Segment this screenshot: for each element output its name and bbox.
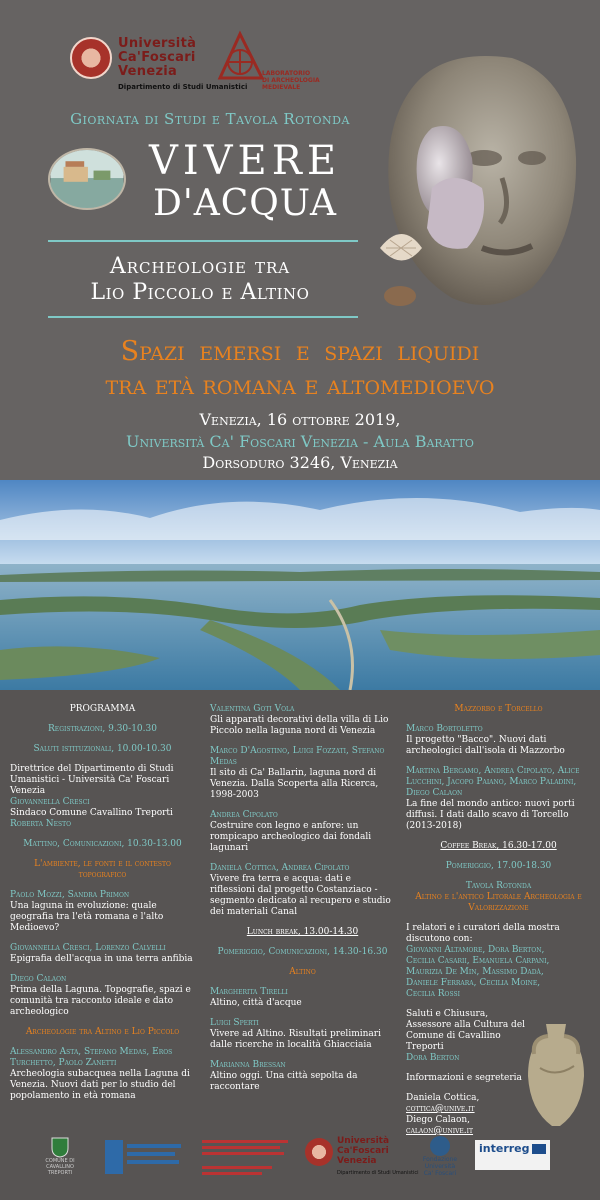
- section-altino: Altino: [289, 967, 316, 977]
- section-mazzorbo: Mazzorbo e Torcello: [454, 704, 543, 714]
- talk-author: Daniela Cottica, Andrea Cipolato: [210, 863, 350, 873]
- contact-email[interactable]: calaon@unive.it: [406, 1126, 474, 1136]
- theme-line1: Spazi emersi e spazi liquidi: [120, 336, 480, 367]
- contact-name: Daniela Cottica,: [406, 1093, 480, 1103]
- talk-title: Gli apparati decorativi della villa di Lio Piccolo nella laguna nord di Venezia: [210, 715, 389, 736]
- subtitle-line1: Archeologie tra: [109, 254, 291, 279]
- unive-name: Università Ca'Foscari Venezia: [118, 36, 197, 79]
- talk-title: Una laguna in evoluzione: quale geografia tra l'età romana e l'alto Medioevo?: [10, 901, 164, 933]
- director-role: Direttrice del Dipartimento di Studi Umanistici - Università Ca' Foscari Venezia: [10, 764, 174, 796]
- talk-title: Epigrafia dell'acqua in una terra anfibia: [10, 954, 193, 964]
- lagoon-painting-thumbnail: [48, 148, 126, 210]
- greetings: Saluti istituzionali, 10.00-10.30: [33, 744, 172, 754]
- program-area: [0, 690, 600, 1200]
- talk-title: Prima della Laguna. Topografie, spazi e comunità tra racconto ideale e dato archeologico: [10, 985, 191, 1017]
- section-archeologies: Archeologie tra Altino e Lio Piccolo: [25, 1027, 180, 1037]
- header-area: [0, 0, 600, 480]
- afternoon-session-2: Pomeriggio, 17.00-18.30: [445, 861, 552, 871]
- fondazione-logo: Fondazione Università Ca' Foscari: [415, 1136, 465, 1177]
- museum-logo-icon: [105, 1138, 185, 1178]
- talk-author: Valentina Goti Vola: [210, 704, 295, 714]
- round-table-intro: I relatori e i curatori della mostra discutono con:: [406, 923, 560, 944]
- sponsor-logos: [0, 1128, 600, 1200]
- cavallino-logo: COMUNE DI CAVALLINO TREPORTI: [40, 1136, 80, 1176]
- section-environment: L'ambiente, le fonti e il contesto topografico: [34, 859, 171, 880]
- talk-author: Margherita Tirelli: [210, 987, 288, 997]
- event-address: Dorsoduro 3246, Venezia: [202, 453, 398, 472]
- program-heading: PROGRAMMA: [69, 704, 136, 714]
- talk-title: Costruire con legno e anfore: un rompicapo archeologico dai fondali lagunari: [210, 821, 372, 853]
- archeology-lab-name: LABORATORIO DI ARCHEOLOGIA MEDIEVALE: [262, 70, 320, 91]
- morning-session: Mattino, Comunicazioni, 10.30-13.00: [23, 839, 182, 849]
- theme-line2: tra età romana e altomedioevo: [105, 370, 495, 401]
- talk-title: Archeologia subacquea nella Laguna di Venezia. Nuovi dati per lo studio del popolamento in età romana: [10, 1069, 190, 1101]
- cavallino-crest-icon: [50, 1136, 70, 1158]
- talk-author: Diego Calaon: [10, 974, 67, 984]
- mayor-role: Sindaco Comune Cavallino Treporti: [10, 808, 173, 818]
- talk-title: Vivere fra terra e acqua: dati e riflessioni dal progetto Costanziaco - segmento dedicato al recupero e studio dei materiali Canal: [210, 874, 391, 917]
- talk-author: Giovannella Cresci, Lorenzo Calvelli: [10, 943, 166, 953]
- talk-author: Martina Bergamo, Andrea Cipolato, Alice Lucchini, Jacopo Paiano, Marco Paladini, Diego Calaon: [406, 766, 580, 798]
- speaker-cresci: Giovannella Cresci: [10, 797, 90, 807]
- talk-author: Marianna Bressan: [210, 1060, 286, 1070]
- program-column-2: [210, 704, 395, 1093]
- round-table-title: Altino e l'antico Litorale Archeologia e Valorizzazione: [415, 892, 582, 913]
- main-title-line1: VIVERE: [148, 138, 342, 184]
- unive-seal-icon: [70, 37, 112, 79]
- round-table-names: Giovanni Altamore, Dora Berton, Cecilia Casarii, Emanuela Carpani, Maurizia De Min, Massimo Dadà, Daniele Ferrara, Cecilia Moine, Cecilia Rossi: [406, 945, 550, 999]
- amphora-image: [520, 1018, 592, 1130]
- ancient-mask-image: [372, 48, 580, 316]
- ministry-logo: [200, 1136, 290, 1180]
- talk-title: Altino oggi. Una città sepolta da raccontare: [210, 1071, 358, 1092]
- talk-title: Altino, città d'acque: [210, 998, 302, 1008]
- main-title-line2: D'ACQUA: [152, 183, 338, 224]
- interreg-logo: interreg: [475, 1140, 550, 1170]
- event-kicker: Giornata di Studi e Tavola Rotonda: [70, 110, 350, 128]
- registration: Registrazioni, 9.30-10.30: [48, 724, 157, 734]
- talk-title: Vivere ad Altino. Risultati preliminari dalle ricerche in località Ghiacciaia: [210, 1029, 381, 1050]
- fondazione-icon: [430, 1136, 450, 1156]
- talk-author: Andrea Cipolato: [210, 810, 278, 820]
- closing-remarks: Saluti e Chiusura, Assessore alla Cultura del Comune di Cavallino Treporti: [406, 1009, 526, 1052]
- talk-author: Alessandro Asta, Stefano Medas, Eros Turchetto, Paolo Zanetti: [10, 1047, 173, 1068]
- info-heading: Informazioni e segreteria: [406, 1073, 522, 1083]
- unive-seal-icon: [305, 1138, 333, 1166]
- talk-title: Il sito di Ca' Ballarin, laguna nord di Venezia. Dalla Scoperta alla Ricerca, 1998-2003: [210, 768, 379, 800]
- event-venue: Università Ca' Foscari Venezia - Aula Baratto: [126, 432, 474, 451]
- unive-footer-logo: Università Ca'Foscari Venezia Dipartimento di Studi Umanistici: [305, 1136, 415, 1180]
- archeology-lab-icon: [210, 28, 270, 88]
- coffee-break: Coffee Break, 16.30-17.00: [440, 841, 557, 851]
- program-column-1: [10, 704, 195, 1102]
- closing-speaker: Dora Berton: [406, 1053, 460, 1063]
- talk-author: Marco D'Agostino, Luigi Fozzati, Stefano Medas: [210, 746, 385, 767]
- contact-name: Diego Calaon,: [406, 1115, 471, 1125]
- ministry-logo-icon: [200, 1136, 290, 1180]
- event-date: Venezia, 16 ottobre 2019,: [199, 410, 401, 429]
- divider-bottom: [48, 316, 358, 318]
- afternoon-session: Pomeriggio, Comunicazioni, 14.30-16.30: [217, 947, 388, 957]
- talk-title: La fine del mondo antico: nuovi porti diffusi. I dati dallo scavo di Torcello (2013-2018): [406, 799, 575, 831]
- talk-author: Luigi Sperti: [210, 1018, 259, 1028]
- archeology-lab-logo: [210, 28, 360, 98]
- divider-top: [48, 240, 358, 242]
- talk-author: Paolo Mozzi, Sandra Primon: [10, 890, 130, 900]
- speaker-nesto: Roberta Nesto: [10, 819, 72, 829]
- eu-flag-icon: [532, 1144, 546, 1154]
- subtitle-line2: Lio Piccolo e Altino: [90, 280, 310, 305]
- museum-logo: [105, 1138, 185, 1178]
- round-table-heading: Tavola Rotonda: [465, 881, 532, 891]
- department-name: Dipartimento di Studi Umanistici: [118, 83, 248, 91]
- contact-email[interactable]: cottica@unive.it: [406, 1104, 475, 1114]
- talk-author: Marco Bortoletto: [406, 724, 483, 734]
- lagoon-aerial-photo: [0, 480, 600, 690]
- lunch-break: Lunch break, 13.00-14.30: [246, 927, 359, 937]
- talk-title: Il progetto "Bacco". Nuovi dati archeologici dall'isola di Mazzorbo: [406, 735, 565, 756]
